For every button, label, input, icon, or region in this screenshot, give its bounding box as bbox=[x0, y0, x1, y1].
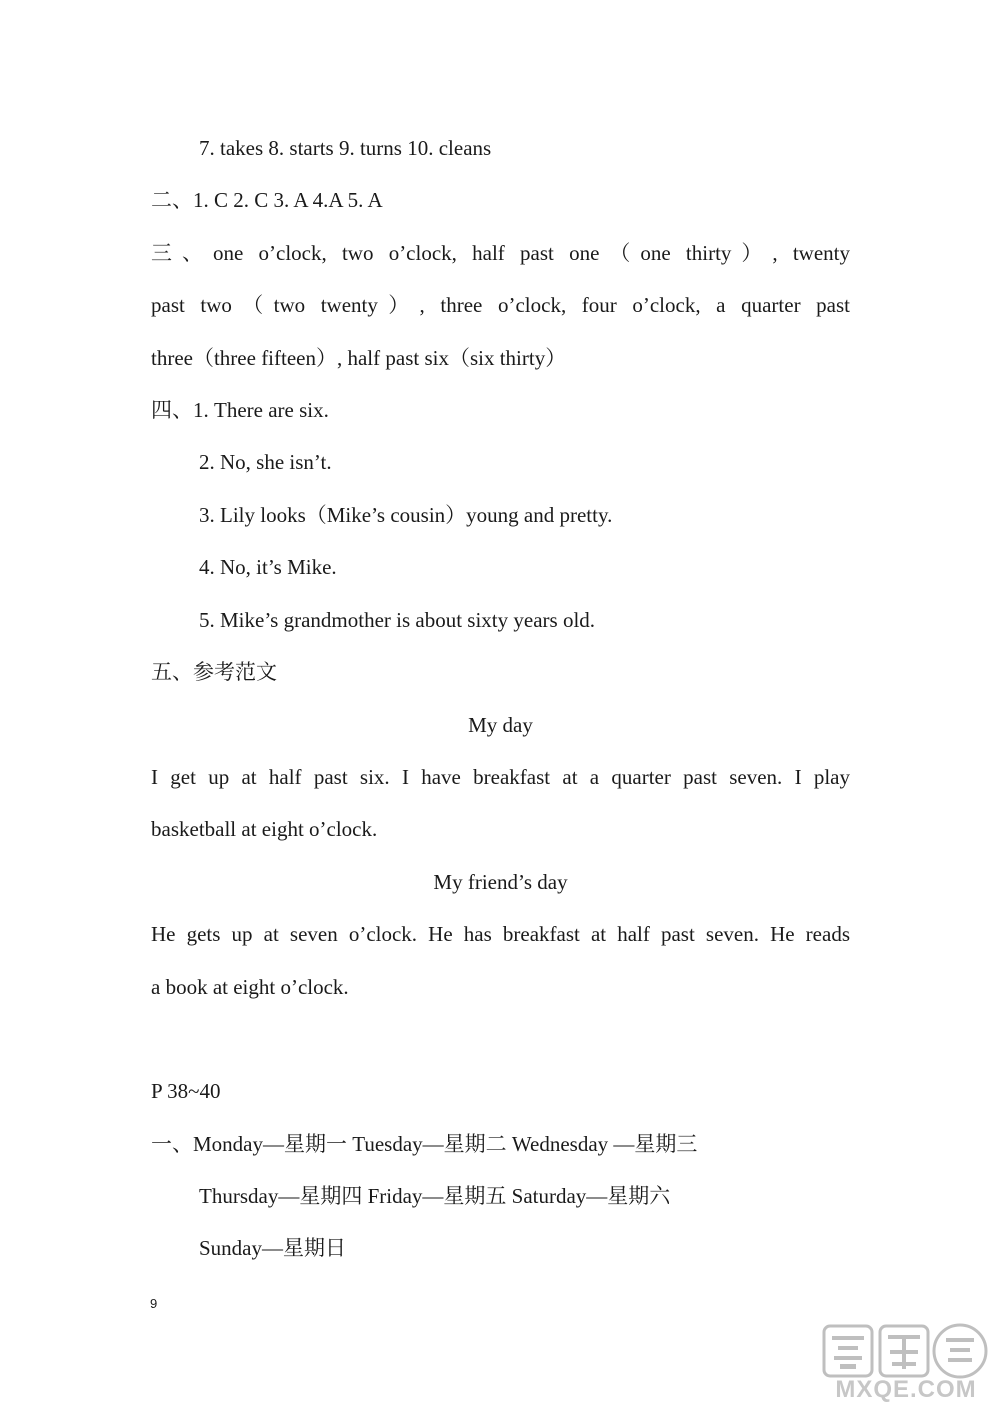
text: 一、Monday—星期一 Tuesday—星期二 Wednesday —星期三 bbox=[151, 1132, 698, 1156]
section-4-answer-5 bbox=[199, 610, 699, 631]
text: 4. No, it’s Mike. bbox=[199, 555, 337, 579]
text: 5. Mike’s grandmother is about sixty years old. bbox=[199, 608, 596, 632]
section-4-answer-4 bbox=[199, 557, 599, 578]
section-2-answers bbox=[151, 190, 551, 211]
essay-title-friends-day bbox=[151, 872, 850, 893]
text: My day bbox=[468, 713, 533, 737]
text: 四、1. There are six. bbox=[151, 398, 329, 422]
text: Thursday—星期四 Friday—星期五 Saturday—星期六 bbox=[199, 1184, 671, 1208]
weekday-line-2 bbox=[199, 1186, 850, 1207]
text: P 38~40 bbox=[151, 1079, 221, 1103]
section-4-answer-3 bbox=[199, 505, 699, 526]
watermark-logo bbox=[818, 1322, 994, 1406]
weekday-line-3 bbox=[199, 1238, 599, 1259]
text: My friend’s day bbox=[433, 870, 568, 894]
section-4-answer-2 bbox=[199, 452, 599, 473]
watermark-site-text: MXQE.COM bbox=[835, 1376, 977, 1403]
text: basketball at eight o’clock. bbox=[151, 817, 378, 841]
text: 二、1. C 2. C 3. A 4.A 5. A bbox=[151, 188, 383, 212]
text: three（three fifteen）, half past six（six thirty） bbox=[151, 346, 567, 370]
page-number: 9 bbox=[150, 1296, 158, 1311]
text: a book at eight o’clock. bbox=[151, 975, 349, 999]
essay-my-day-line-2 bbox=[151, 819, 551, 840]
weekday-line-1 bbox=[151, 1134, 850, 1155]
section-5-heading bbox=[151, 662, 451, 683]
page-range-heading bbox=[151, 1081, 451, 1102]
essay-friends-day-line-2 bbox=[151, 977, 551, 998]
text: past two（two twenty）, three o’clock, four o’clock, a quarter past bbox=[151, 293, 850, 317]
text: He gets up at seven o’clock. He has breakfast at half past seven. He reads bbox=[151, 922, 850, 946]
text: 五、参考范文 bbox=[151, 660, 277, 684]
text: Sunday—星期日 bbox=[199, 1236, 346, 1260]
section-3-line-3 bbox=[151, 348, 651, 369]
essay-title-my-day bbox=[151, 715, 850, 736]
text: 2. No, she isn’t. bbox=[199, 450, 332, 474]
text: 3. Lily looks（Mike’s cousin）young and pretty. bbox=[199, 503, 613, 527]
section-4-answer-1 bbox=[151, 400, 551, 421]
answer-line-7-10 bbox=[199, 138, 599, 159]
text: I get up at half past six. I have breakfast at a quarter past seven. I play bbox=[151, 765, 850, 789]
text: 三、one o’clock, two o’clock, half past one（one thirty）, twenty bbox=[151, 241, 850, 265]
text: 7. takes 8. starts 9. turns 10. cleans bbox=[199, 136, 492, 160]
